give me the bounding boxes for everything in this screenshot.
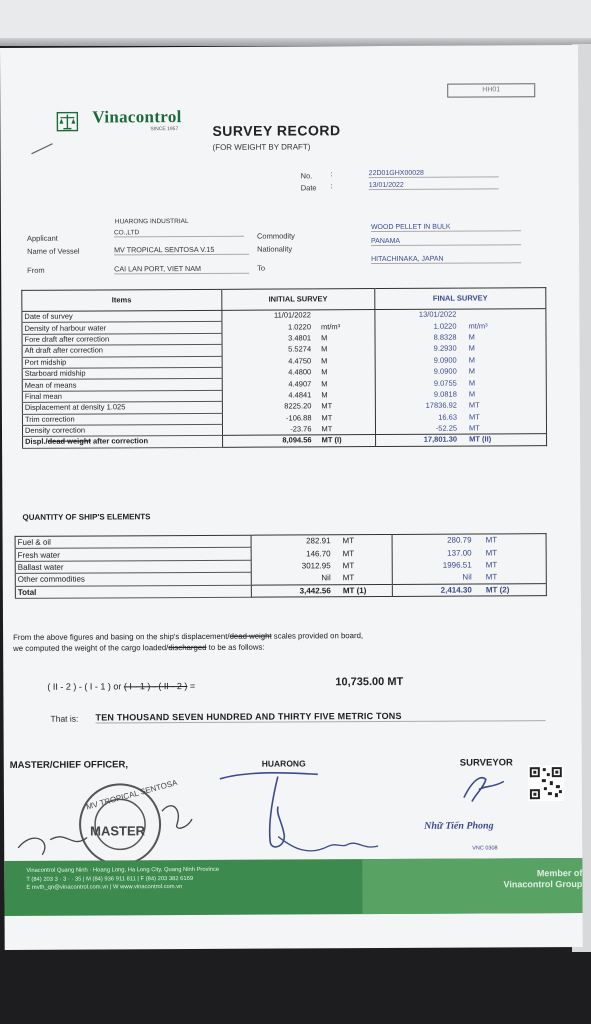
- final-value: 1.0220: [433, 321, 457, 331]
- document-subtitle: (FOR WEIGHT BY DRAFT): [212, 142, 311, 152]
- text: scales provided on board,: [271, 631, 364, 641]
- final-value: 17,801.30: [375, 434, 459, 446]
- initial-unit: M: [313, 366, 375, 378]
- row-item: Aft draft after correction: [22, 345, 222, 357]
- final-unit: MT (2): [474, 583, 547, 596]
- initial-value: 8225.20: [284, 401, 312, 411]
- master-stamp-icon: [12, 769, 203, 870]
- vessel-value: MV TROPICAL SENTOSA V.15: [114, 245, 249, 256]
- row-item: Mean of means: [22, 379, 222, 391]
- to-label: To: [257, 263, 266, 273]
- to-value: HITACHINAKA, JAPAN: [371, 255, 521, 264]
- text: to be as follows:: [206, 642, 265, 652]
- row-item: Total: [15, 585, 251, 599]
- commodity-label: Commodity: [256, 231, 295, 241]
- no-label: No.: [300, 171, 313, 181]
- final-value: 16.63: [438, 412, 458, 422]
- struck-text: discharged: [168, 642, 207, 653]
- item-strike: dead weight: [47, 437, 91, 447]
- row-item: Fresh water: [15, 548, 251, 562]
- initial-unit: MT: [333, 534, 392, 547]
- applicant-label: Applicant: [26, 233, 58, 243]
- cargo-formula: [47, 681, 195, 692]
- applicant-value-line1: HUARONG INDUSTRIAL: [114, 218, 189, 226]
- from-label: From: [27, 265, 45, 275]
- final-value: 9.0818: [433, 389, 457, 399]
- final-unit: mt/m³: [468, 321, 488, 331]
- initial-value: -106.88: [286, 413, 312, 423]
- vessel-label: Name of Vessel: [27, 246, 80, 256]
- row-item: Trim correction: [22, 413, 222, 425]
- survey-table-header: [22, 288, 546, 312]
- final-value: 9.0900: [433, 355, 457, 365]
- surveyor-signature-icon: [424, 767, 524, 808]
- initial-unit: M: [313, 389, 375, 401]
- final-unit: [458, 309, 546, 321]
- brand-since: SINCE 1957: [150, 126, 179, 133]
- final-value: 280.79: [447, 535, 472, 546]
- initial-unit: M: [313, 378, 375, 390]
- initial-unit: MT: [314, 423, 376, 435]
- surveyor-code: VNC 0308: [472, 845, 498, 852]
- initial-value: Nil: [321, 573, 331, 583]
- final-value: 1996.51: [442, 560, 472, 570]
- final-unit: MT (II): [459, 434, 547, 446]
- text: From the above figures and basing on the ship's displacement/: [13, 631, 230, 642]
- row-item: Fore draft after correction: [22, 333, 222, 345]
- item-pre: Displ./: [25, 437, 48, 447]
- member-line-2: Vinacontrol Group: [503, 878, 583, 890]
- cargo-weight-result: 10,735.00 MT: [335, 675, 404, 689]
- final-value: -52.25: [435, 423, 458, 433]
- pen-mark-icon: [30, 142, 54, 156]
- text: ( II - 2 ) - ( I - 1 ) or: [47, 681, 124, 692]
- final-value: 17836.92: [425, 400, 457, 411]
- final-unit: MT: [468, 400, 480, 410]
- initial-value: 3012.95: [301, 561, 331, 571]
- initial-unit: MT: [313, 412, 375, 424]
- initial-value: 1.0220: [288, 321, 312, 332]
- weight-in-words: TEN THOUSAND SEVEN HUNDRED AND THIRTY FIVE METRIC TONS: [95, 710, 545, 723]
- date-label: Date: [300, 183, 317, 193]
- row-item: Starboard midship: [22, 367, 222, 379]
- initial-unit: MT: [333, 547, 392, 560]
- row-item: Port midship: [22, 356, 222, 368]
- initial-unit: MT: [333, 572, 392, 585]
- initial-value: 282.91: [306, 536, 331, 546]
- brand-name: Vinacontrol: [92, 107, 182, 127]
- no-value: 22D01GHX00028: [369, 169, 499, 178]
- initial-value: 4.4800: [288, 367, 312, 377]
- row-item: Displacement at density 1.025: [22, 401, 222, 413]
- initial-unit: MT: [313, 401, 375, 413]
- final-value: 137.00: [447, 548, 472, 558]
- final-unit: M: [468, 389, 476, 399]
- table-row-displacement-after-correction: [23, 434, 547, 448]
- row-item: Density of harbour water: [22, 322, 222, 334]
- row-item: Date of survey: [22, 310, 222, 322]
- row-item: Ballast water: [15, 560, 251, 574]
- final-unit: MT: [485, 572, 498, 582]
- final-unit: MT: [485, 560, 498, 570]
- nationality-label: Nationality: [257, 244, 293, 254]
- footer-line-2: T (84) 203 3 · 3 · · 35 | M (84) 936 911 811 | F (84) 203 382 6169: [26, 875, 194, 883]
- initial-value: 4.4907: [288, 378, 312, 389]
- initial-value: 3.4801: [288, 333, 312, 343]
- quantity-table: [15, 533, 547, 599]
- final-unit: MT: [485, 535, 498, 545]
- initial-value: 3,442.56: [251, 584, 333, 597]
- survey-document: [0, 45, 583, 950]
- final-unit: M: [468, 355, 475, 365]
- header-initial: INITIAL SURVEY: [221, 289, 374, 311]
- nationality-value: PANAMA: [371, 237, 521, 246]
- conclusion-paragraph: [13, 629, 573, 654]
- qr-code-icon: [528, 765, 564, 801]
- document-code-box: HH01: [447, 83, 535, 97]
- huarong-signature-icon: [218, 766, 388, 862]
- paragraph-line-2: [13, 640, 573, 654]
- footer-line-3: E mvth_qn@vinacontrol.com.vn | W www.vinacontrol.com.vn: [26, 884, 183, 891]
- initial-value: 146.70: [306, 548, 331, 558]
- row-item: Density correction: [22, 424, 222, 436]
- row-item: [23, 436, 223, 448]
- row-item: Final mean: [22, 390, 222, 402]
- final-value: Nil: [462, 572, 472, 582]
- that-is-label: That is:: [50, 713, 79, 724]
- surveyor-label: SURVEYOR: [459, 757, 513, 769]
- final-value: 9.0900: [433, 366, 457, 376]
- stamp-ring-text: MV TROPICAL SENTOSA: [85, 778, 179, 812]
- applicant-value-line2: CO.,LTD: [114, 229, 244, 238]
- document-title: SURVEY RECORD: [212, 122, 341, 139]
- master-label: MASTER/CHIEF OFFICER,: [9, 759, 129, 771]
- background-surface: [0, 0, 591, 45]
- final-unit: M: [468, 343, 475, 353]
- huarong-label: HUARONG: [261, 758, 306, 769]
- initial-value: 4.4750: [288, 356, 312, 366]
- initial-unit: MT (1): [333, 584, 392, 597]
- struck-text: dead weight: [229, 631, 272, 641]
- initial-value: 11/01/2022: [273, 310, 311, 321]
- initial-value: 4.4841: [288, 390, 312, 400]
- footer-address: [26, 866, 219, 893]
- final-unit: MT: [469, 423, 480, 433]
- final-unit: MT: [485, 547, 498, 558]
- text: we computed the weight of the cargo loaded/: [13, 643, 169, 653]
- row-item: Other commodities: [15, 572, 251, 586]
- item-post: after correction: [90, 436, 149, 447]
- row-item: Fuel & oil: [15, 535, 251, 549]
- initial-unit: M: [313, 344, 375, 356]
- date-value: 13/01/2022: [369, 181, 499, 190]
- initial-value: 8,094.56: [222, 435, 314, 447]
- footer-line-1: Vinacontrol Quang Ninh · Hoang Long, Ha Long City, Quang Ninh Province: [26, 866, 220, 874]
- final-value: 13/01/2022: [418, 310, 457, 320]
- quantity-heading: QUANTITY OF SHIP'S ELEMENTS: [22, 512, 151, 522]
- from-value: CAI LAN PORT, VIET NAM: [114, 264, 249, 275]
- final-unit: M: [468, 366, 476, 376]
- final-unit: M: [468, 332, 475, 342]
- initial-unit: M: [313, 332, 375, 344]
- final-value: 8.8328: [433, 332, 457, 342]
- initial-unit: M: [313, 355, 375, 367]
- initial-unit: MT (I): [314, 435, 376, 447]
- initial-value: 5.5274: [288, 344, 312, 354]
- header-items: Items: [22, 289, 222, 311]
- surveyor-name: Nhữ Tiến Phong: [424, 820, 494, 832]
- scales-logo-icon: [56, 112, 78, 132]
- initial-unit: MT: [333, 559, 392, 572]
- colon: :: [330, 171, 333, 179]
- initial-unit: mt/m³: [313, 321, 375, 333]
- survey-table: [21, 287, 547, 448]
- initial-unit: [313, 310, 375, 322]
- colon: :: [330, 183, 333, 191]
- final-value: 2,414.30: [392, 584, 474, 597]
- stamp-master-text: MASTER: [90, 823, 146, 839]
- final-unit: MT: [468, 412, 480, 422]
- footer-band: [2, 858, 582, 916]
- final-unit: M: [468, 378, 476, 388]
- header-final: FINAL SURVEY: [375, 288, 546, 310]
- commodity-value: WOOD PELLET IN BULK: [371, 223, 521, 232]
- member-line-1: Member of: [536, 867, 583, 879]
- final-value: 9.2930: [433, 343, 457, 354]
- text: =: [187, 680, 196, 692]
- struck-text: ( I - 1 ) - ( II - 2 ): [123, 681, 188, 692]
- table-row-total: [15, 583, 546, 598]
- initial-value: -23.76: [290, 424, 312, 434]
- final-value: 9.0755: [433, 378, 457, 388]
- footer-member: [464, 868, 582, 891]
